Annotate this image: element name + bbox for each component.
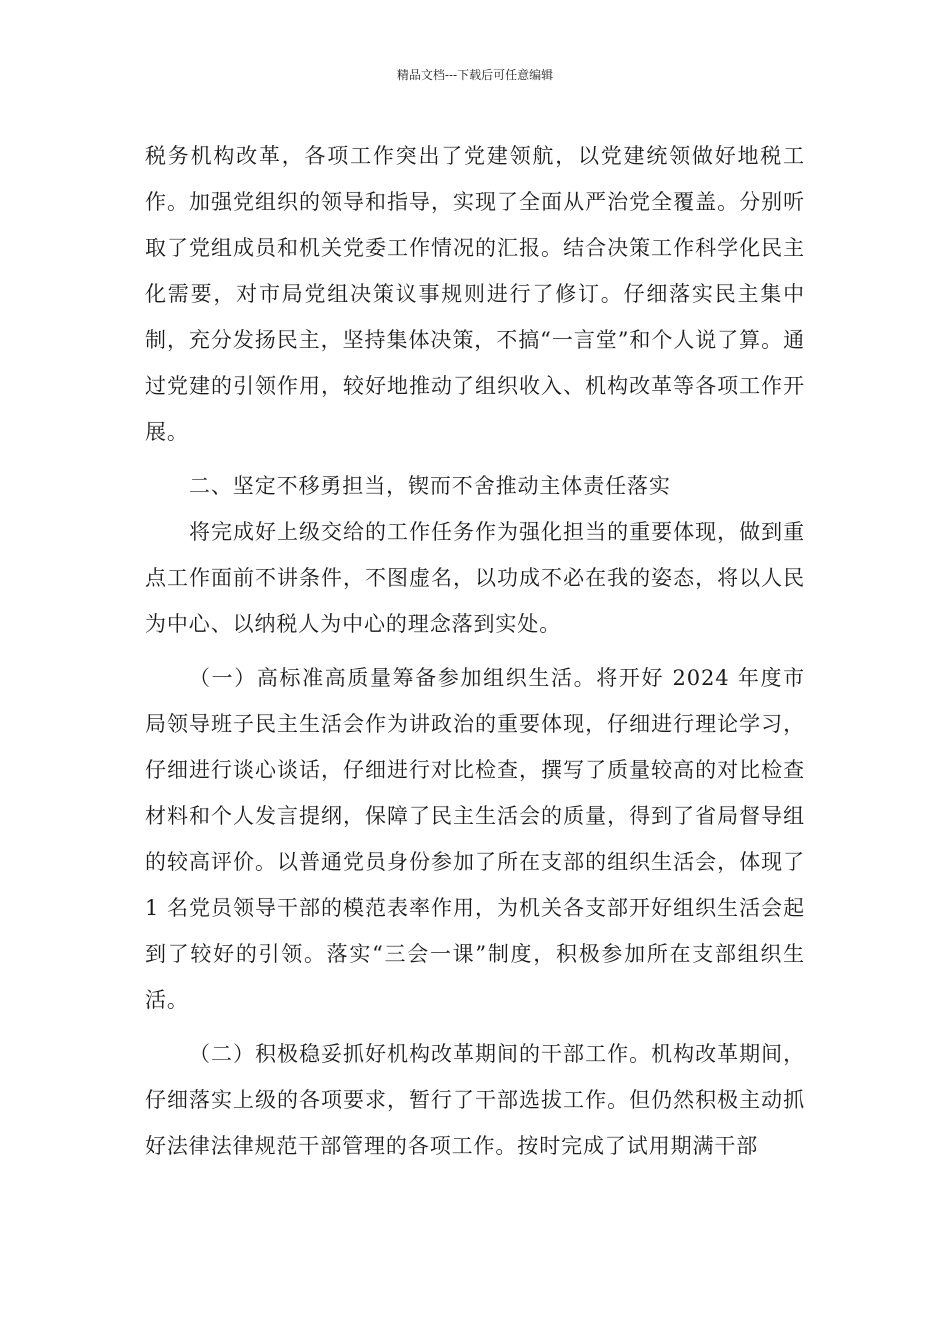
document-body (145, 133, 805, 1169)
page-header: 精品文档---下载后可任意编辑 (396, 68, 554, 82)
paragraph-item-2: （二）积极稳妥抓好机构改革期间的干部工作。机构改革期间，仔细落实上级的各项要求，暂行了干部选拔工作。但仍然积极主动抓好法律法律规范干部管理的各项工作。按时完成了试用期满干部 (145, 1042, 805, 1158)
paragraph-intro: 将完成好上级交给的工作任务作为强化担当的重要体现，做到重点工作面前不讲条件，不图虚名，以功成不必在我的姿态，将以人民为中心、以纳税人为中心的理念落到实处。 (145, 520, 805, 636)
paragraph-continuation: 税务机构改革，各项工作突出了党建领航，以党建统领做好地税工作。加强党组织的领导和指导，实现了全面从严治党全覆盖。分别听取了党组成员和机关党委工作情况的汇报。结合决策工作科学化民主化需要，对市局党组决策议事规则进行了修订。仔细落实民主集中制，充分发扬民主，坚持集体决策，不搞“一言堂”和个人说了算。通过党建的引领作用，较好地推动了组织收入、机构改革等各项工作开展。 (145, 144, 805, 444)
paragraph-item-1: （一）高标准高质量筹备参加组织生活。将开好 2024 年度市局领导班子民主生活会作为讲政治的重要体现，仔细进行理论学习，仔细进行谈心谈话，仔细进行对比检查，撰写了质量较高的对比检查材料和个人发言提纲，保障了民主生活会的质量，得到了省局督导组的较高评价。以普通党员身份参加了所在支部的组织生活会，体现了 1 名党员领导干部的模范表率作用，为机关各支部开好组织生活会起到了较好的引领。落实“三会一课”制度，积极参加所在支部组织生活。 (145, 666, 805, 1012)
section-heading: 二、坚定不移勇担当，锲而不舍推动主体责任落实 (189, 474, 671, 498)
